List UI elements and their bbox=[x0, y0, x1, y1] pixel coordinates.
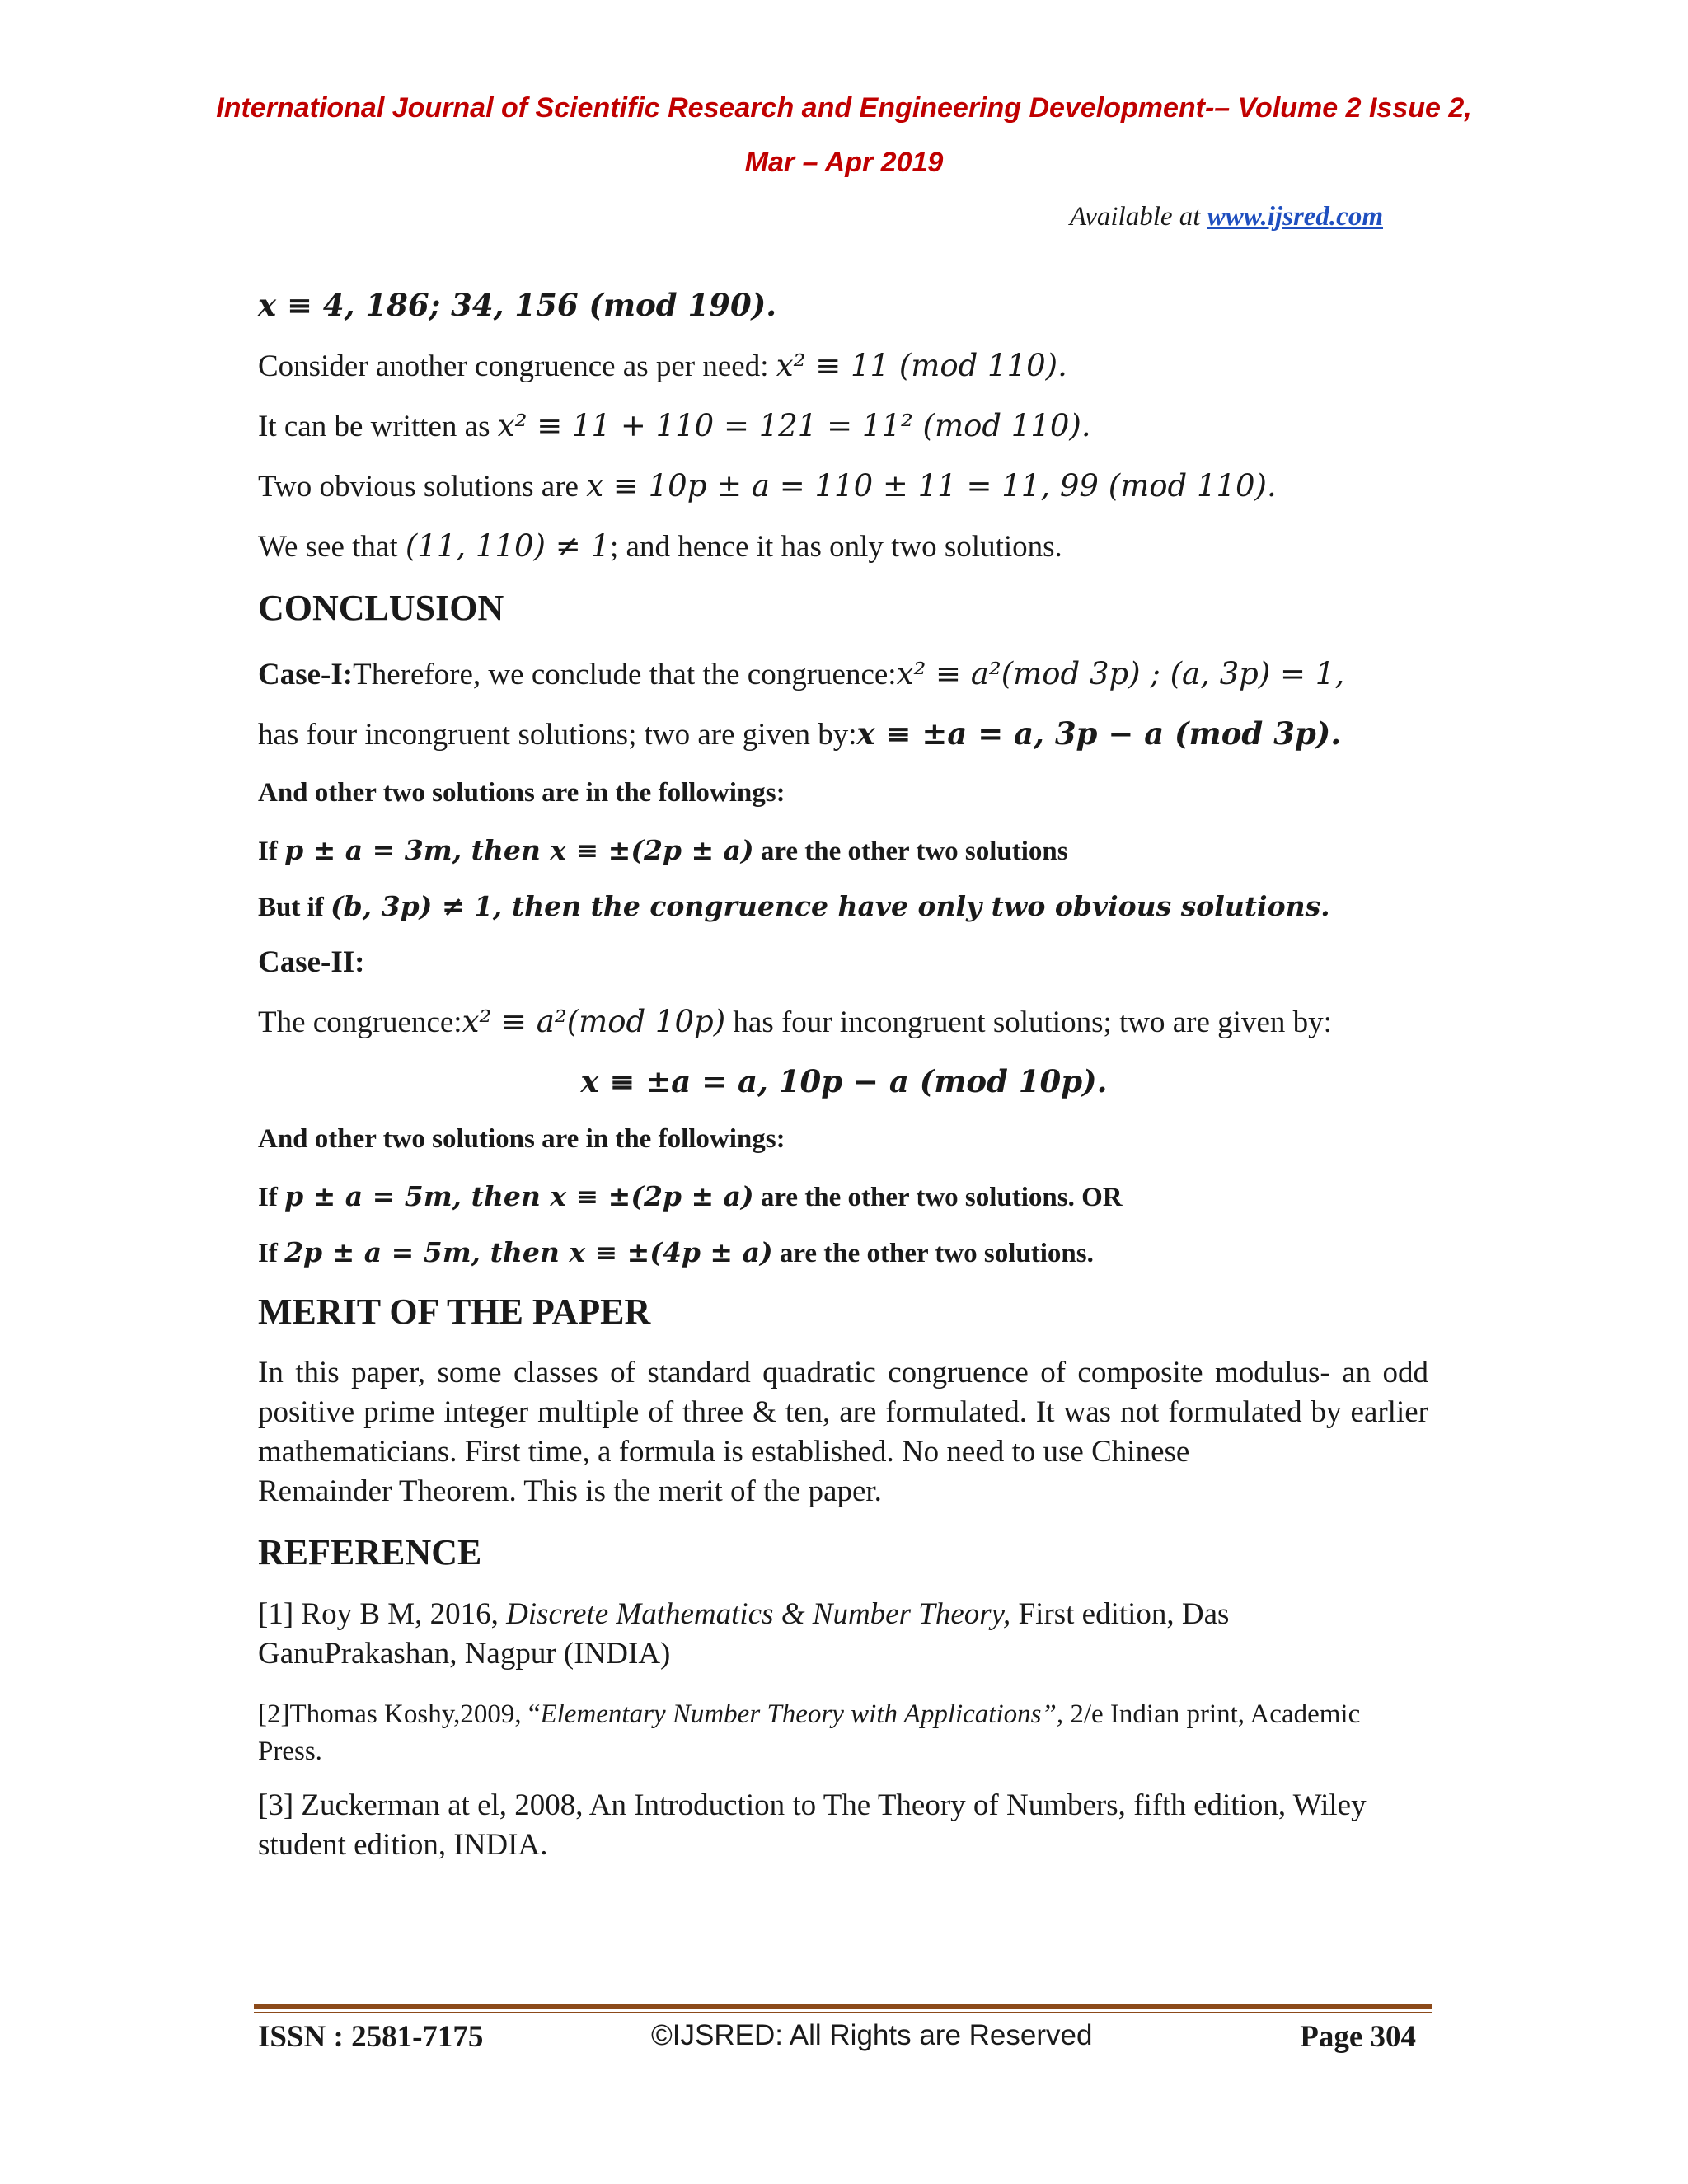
body-text: Two obvious solutions are bbox=[258, 470, 587, 504]
congruence-math: x² ≡ a²(mod 10p) bbox=[462, 1004, 726, 1039]
body-line-3 bbox=[258, 408, 1091, 444]
body-text: If bbox=[258, 1183, 285, 1212]
reference-continuation: student edition, INDIA. bbox=[258, 1828, 548, 1862]
merit-paragraph bbox=[258, 1353, 1428, 1511]
body-text: Therefore, we conclude that the congruence: bbox=[353, 658, 897, 691]
footer-issn: ISSN : 2581-7175 bbox=[258, 2020, 484, 2054]
conclusion-heading: CONCLUSION bbox=[258, 588, 504, 628]
condition-math: p ± a = 3m, then x ≡ ±(2p ± a) bbox=[284, 834, 754, 866]
reference-2 bbox=[258, 1696, 1428, 1770]
case-1-other-solutions: And other two solutions are in the followings: bbox=[258, 778, 785, 808]
availability-prefix: Available at bbox=[1069, 202, 1207, 232]
reference-continuation: GanuPrakashan, Nagpur (INDIA) bbox=[258, 1637, 671, 1671]
solution-math: x ≡ ±a = a, 10p − a (mod 10p). bbox=[580, 1063, 1108, 1099]
body-line-4 bbox=[258, 468, 1277, 504]
case-2-other-solutions: And other two solutions are in the followings: bbox=[258, 1124, 785, 1154]
reference-1 bbox=[258, 1595, 1428, 1674]
body-text: It can be written as bbox=[258, 410, 498, 443]
body-text: [1] Roy B M, 2016, bbox=[258, 1597, 507, 1631]
case-1-label: Case-I: bbox=[258, 658, 354, 691]
case-1-but-line bbox=[258, 890, 1330, 923]
body-line-2 bbox=[258, 348, 1067, 384]
gcd-math: (11, 110) ≠ 1 bbox=[405, 528, 611, 564]
case-2-if-line-1 bbox=[258, 1180, 1123, 1213]
case-1-if-line bbox=[258, 834, 1068, 867]
result-math: x ≡ 4, 186; 34, 156 (mod 190). bbox=[258, 287, 777, 323]
result-line bbox=[258, 287, 776, 324]
footer-rule-thick bbox=[254, 2004, 1432, 2009]
availability-note bbox=[1070, 202, 1383, 232]
body-text: are the other two solutions. bbox=[772, 1239, 1094, 1268]
reference-continuation: Press. bbox=[258, 1736, 322, 1766]
body-text: We see that bbox=[258, 530, 406, 564]
journal-issue-date: Mar – Apr 2019 bbox=[744, 147, 944, 178]
footer-rule-thin bbox=[254, 2012, 1432, 2013]
body-text: [2]Thomas Koshy,2009, “ bbox=[258, 1699, 541, 1729]
congruence-math: x² ≡ 11 (mod 110). bbox=[776, 348, 1067, 383]
journal-title: International Journal of Scientific Research and Engineering Development-– Volume 2 Issue 2, bbox=[216, 92, 1472, 124]
reference-3 bbox=[258, 1786, 1428, 1865]
body-text: ; and hence it has only two solutions. bbox=[610, 530, 1062, 564]
body-text: But if bbox=[258, 893, 331, 922]
journal-website-link[interactable]: www.ijsred.com bbox=[1207, 202, 1383, 232]
body-text: 2/e Indian print, Academic bbox=[1063, 1699, 1361, 1729]
case-2-line bbox=[258, 1004, 1332, 1040]
case-1-line bbox=[258, 656, 1344, 692]
condition-math: 2p ± a = 5m, then x ≡ ±(4p ± a) bbox=[284, 1236, 773, 1268]
congruence-math: x² ≡ a²(mod 3p) ; (a, 3p) = 1, bbox=[896, 656, 1345, 691]
body-text: If bbox=[258, 1239, 285, 1268]
body-text: has four incongruent solutions; two are given by: bbox=[258, 718, 857, 752]
case-2-center-equation bbox=[0, 1063, 1688, 1100]
reference-heading: REFERENCE bbox=[258, 1532, 482, 1572]
body-line-5 bbox=[258, 528, 1062, 565]
body-text: are the other two solutions. OR bbox=[753, 1183, 1123, 1212]
case-1-solutions-line bbox=[258, 715, 1341, 752]
merit-text: In this paper, some classes of standard quadratic congruence of composite modulus- an odd positive prime integer multiple of three & ten, are formulated. It was not formulated by earlier mathematicians. First time, a formula is established. No need to use Chinese bbox=[258, 1356, 1428, 1469]
reference-title: Discrete Mathematics & Number Theory, bbox=[506, 1597, 1011, 1631]
congruence-math: x ≡ 10p ± a = 110 ± 11 = 11, 99 (mod 110). bbox=[586, 468, 1277, 504]
body-text: The congruence: bbox=[258, 1005, 462, 1039]
body-text: Consider another congruence as per need: bbox=[258, 349, 776, 383]
footer-copyright: ©IJSRED: All Rights are Reserved bbox=[651, 2019, 1093, 2051]
body-text: If bbox=[258, 837, 285, 866]
body-text: has four incongruent solutions; two are given by: bbox=[725, 1005, 1332, 1039]
reference-text: [3] Zuckerman at el, 2008, An Introduction to The Theory of Numbers, fifth edition, Wiley bbox=[258, 1788, 1367, 1822]
case-2-label: Case-II: bbox=[258, 945, 365, 979]
body-text: are the other two solutions bbox=[753, 837, 1068, 866]
reference-title: Elementary Number Theory with Applications”, bbox=[540, 1699, 1064, 1729]
condition-math: p ± a = 5m, then x ≡ ±(2p ± a) bbox=[284, 1180, 754, 1212]
condition-math: (b, 3p) ≠ 1, then the congruence have only two obvious solutions. bbox=[331, 890, 1330, 922]
body-text: First edition, Das bbox=[1010, 1597, 1230, 1631]
merit-text-last-line: Remainder Theorem. This is the merit of the paper. bbox=[258, 1474, 882, 1508]
footer-page-number: Page 304 bbox=[1300, 2020, 1416, 2054]
merit-heading: MERIT OF THE PAPER bbox=[258, 1291, 651, 1332]
case-2-if-line-2 bbox=[258, 1236, 1094, 1269]
solution-math: x ≡ ±a = a, 3p − a (mod 3p). bbox=[856, 715, 1342, 752]
congruence-math: x² ≡ 11 + 110 = 121 = 11² (mod 110). bbox=[497, 408, 1091, 443]
